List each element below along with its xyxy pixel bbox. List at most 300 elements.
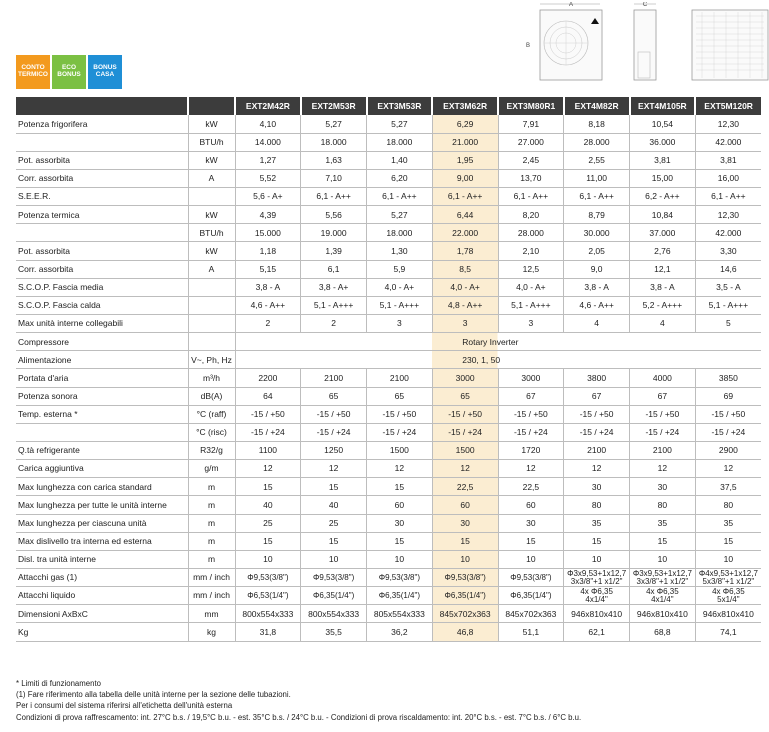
- value-cell: 4: [564, 315, 630, 333]
- value-cell: 2,05: [564, 242, 630, 260]
- row-label: Pot. assorbita: [16, 151, 188, 169]
- value-cell: 1500: [432, 442, 498, 460]
- value-cell: 10,54: [630, 115, 696, 133]
- row-unit: m³/h: [188, 369, 235, 387]
- value-cell: 4,0 - A+: [367, 278, 433, 296]
- row-label: Max dislivello tra interna ed esterna: [16, 532, 188, 550]
- value-cell: 46,8: [432, 623, 498, 641]
- value-cell: -15 / +50: [695, 405, 761, 423]
- value-cell: 67: [564, 387, 630, 405]
- value-cell: 3800: [564, 369, 630, 387]
- table-row: [16, 115, 761, 133]
- value-cell: 2,76: [630, 242, 696, 260]
- value-cell: 3,8 - A: [235, 278, 301, 296]
- value-cell: 13,70: [498, 169, 564, 187]
- value-cell: 5,52: [235, 169, 301, 187]
- value-cell: 946x810x410: [564, 605, 630, 623]
- value-cell: 21.000: [432, 133, 498, 151]
- row-label: Disl. tra unità interne: [16, 550, 188, 568]
- footnotes: [16, 678, 581, 723]
- value-cell: 1,27: [235, 151, 301, 169]
- value-cell: 6,1 - A++: [695, 188, 761, 206]
- table-row: [16, 151, 761, 169]
- value-cell: 3000: [432, 369, 498, 387]
- value-cell: -15 / +50: [301, 405, 367, 423]
- value-cell: 62,1: [564, 623, 630, 641]
- value-cell: 6,1 - A++: [367, 188, 433, 206]
- model-header: EXT4M82R: [564, 97, 630, 115]
- header-unit-cell: [188, 97, 235, 115]
- row-unit: [188, 278, 235, 296]
- value-cell: 28.000: [564, 133, 630, 151]
- value-cell: 40: [235, 496, 301, 514]
- value-cell: 42.000: [695, 224, 761, 242]
- footnote-line: (1) Fare riferimento alla tabella delle unità interne per la sezione delle tubazioni.: [16, 690, 291, 700]
- model-header: EXT4M105R: [630, 97, 696, 115]
- row-unit: mm: [188, 605, 235, 623]
- row-unit: mm / inch: [188, 569, 235, 587]
- row-unit: kW: [188, 242, 235, 260]
- value-cell: 7,10: [301, 169, 367, 187]
- value-cell: Φ3x9,53+1x12,7 3x3/8"+1 x1/2": [564, 569, 630, 587]
- value-cell: 12: [695, 460, 761, 478]
- value-cell: 12,5: [498, 260, 564, 278]
- row-unit: mm / inch: [188, 587, 235, 605]
- row-label: [16, 133, 188, 151]
- value-cell: 4,39: [235, 206, 301, 224]
- value-cell: 5,15: [235, 260, 301, 278]
- row-unit: BTU/h: [188, 133, 235, 151]
- row-unit: kg: [188, 623, 235, 641]
- table-row: [16, 369, 761, 387]
- table-row: [16, 315, 761, 333]
- row-unit: °C (raff): [188, 405, 235, 423]
- value-cell: 8,79: [564, 206, 630, 224]
- value-cell: 15: [301, 532, 367, 550]
- value-cell: 15.000: [235, 224, 301, 242]
- row-label: Q.tà refrigerante: [16, 442, 188, 460]
- value-cell: 36.000: [630, 133, 696, 151]
- value-cell: 18.000: [367, 133, 433, 151]
- value-cell: 22.000: [432, 224, 498, 242]
- value-cell: 10: [498, 550, 564, 568]
- value-cell: 6,1 - A++: [564, 188, 630, 206]
- row-unit: m: [188, 478, 235, 496]
- value-cell: Φ9,53(3/8"): [301, 569, 367, 587]
- value-cell: -15 / +24: [564, 423, 630, 441]
- row-label: Potenza termica: [16, 206, 188, 224]
- value-cell: 10: [695, 550, 761, 568]
- row-unit: R32/g: [188, 442, 235, 460]
- value-cell: 4: [630, 315, 696, 333]
- row-label: [16, 423, 188, 441]
- spec-table: [16, 97, 761, 642]
- value-cell: 10: [235, 550, 301, 568]
- value-cell: 10: [367, 550, 433, 568]
- value-cell: 2100: [630, 442, 696, 460]
- value-cell: 845x702x363: [498, 605, 564, 623]
- table-row: [16, 260, 761, 278]
- value-cell: 80: [564, 496, 630, 514]
- value-cell: 30: [630, 478, 696, 496]
- value-cell: 3,30: [695, 242, 761, 260]
- table-row: [16, 478, 761, 496]
- row-unit: dB(A): [188, 387, 235, 405]
- row-label: Portata d'aria: [16, 369, 188, 387]
- value-cell: 4x Φ6,35 5x1/4": [695, 587, 761, 605]
- value-cell: 1,78: [432, 242, 498, 260]
- row-label: Compressore: [16, 333, 188, 351]
- incentive-badge: CONTO TERMICO: [16, 55, 50, 89]
- front-view-drawing: [526, 2, 602, 80]
- model-header: EXT2M42R: [235, 97, 301, 115]
- row-label: Corr. assorbita: [16, 169, 188, 187]
- span-pad: [235, 333, 432, 351]
- value-cell: Φ6,35(1/4"): [498, 587, 564, 605]
- value-cell: 2100: [301, 369, 367, 387]
- model-header: EXT2M53R: [301, 97, 367, 115]
- spanned-value: 230, 1, 50: [432, 351, 761, 369]
- value-cell: -15 / +50: [367, 405, 433, 423]
- value-cell: 35,5: [301, 623, 367, 641]
- value-cell: 67: [630, 387, 696, 405]
- dim-a-label: A: [568, 2, 574, 8]
- value-cell: 3,8 - A: [630, 278, 696, 296]
- value-cell: 6,1 - A++: [498, 188, 564, 206]
- value-cell: 30: [432, 514, 498, 532]
- value-cell: 1,63: [301, 151, 367, 169]
- value-cell: Φ6,35(1/4"): [301, 587, 367, 605]
- value-cell: 10,84: [630, 206, 696, 224]
- value-cell: 25: [301, 514, 367, 532]
- row-unit: A: [188, 169, 235, 187]
- value-cell: 60: [498, 496, 564, 514]
- value-cell: 3: [367, 315, 433, 333]
- value-cell: 2,10: [498, 242, 564, 260]
- value-cell: 15: [367, 478, 433, 496]
- dim-b-label: B: [526, 43, 531, 49]
- value-cell: 2200: [235, 369, 301, 387]
- value-cell: 27.000: [498, 133, 564, 151]
- value-cell: 12: [235, 460, 301, 478]
- value-cell: 35: [630, 514, 696, 532]
- value-cell: -15 / +50: [498, 405, 564, 423]
- row-unit: m: [188, 550, 235, 568]
- value-cell: 15,00: [630, 169, 696, 187]
- table-row: [16, 405, 761, 423]
- value-cell: 5,1 - A+++: [498, 296, 564, 314]
- table-row: [16, 569, 761, 587]
- value-cell: 65: [432, 387, 498, 405]
- value-cell: 1500: [367, 442, 433, 460]
- value-cell: 5,9: [367, 260, 433, 278]
- row-label: Pot. assorbita: [16, 242, 188, 260]
- value-cell: Φ3x9,53+1x12,7 3x3/8"+1 x1/2": [630, 569, 696, 587]
- row-unit: m: [188, 514, 235, 532]
- value-cell: 15: [498, 532, 564, 550]
- row-label: S.C.O.P. Fascia calda: [16, 296, 188, 314]
- value-cell: 12,30: [695, 206, 761, 224]
- value-cell: 3,8 - A: [564, 278, 630, 296]
- value-cell: 74,1: [695, 623, 761, 641]
- table-row: [16, 133, 761, 151]
- value-cell: 7,91: [498, 115, 564, 133]
- value-cell: 4,0 - A+: [498, 278, 564, 296]
- value-cell: 18.000: [367, 224, 433, 242]
- value-cell: 2: [235, 315, 301, 333]
- value-cell: 60: [432, 496, 498, 514]
- model-header: EXT3M62R: [432, 97, 498, 115]
- value-cell: Φ6,35(1/4"): [367, 587, 433, 605]
- value-cell: 12: [432, 460, 498, 478]
- value-cell: 51,1: [498, 623, 564, 641]
- value-cell: 1,40: [367, 151, 433, 169]
- value-cell: 5,6 - A+: [235, 188, 301, 206]
- row-unit: m: [188, 532, 235, 550]
- table-row: [16, 550, 761, 568]
- row-label: Dimensioni AxBxC: [16, 605, 188, 623]
- value-cell: 14.000: [235, 133, 301, 151]
- value-cell: 6,1: [301, 260, 367, 278]
- value-cell: 2: [301, 315, 367, 333]
- value-cell: 1100: [235, 442, 301, 460]
- footnote-line: * Limiti di funzionamento: [16, 679, 101, 688]
- value-cell: 15: [235, 478, 301, 496]
- value-cell: 6,1 - A++: [432, 188, 498, 206]
- table-row: [16, 460, 761, 478]
- value-cell: 64: [235, 387, 301, 405]
- row-label: Carica aggiuntiva: [16, 460, 188, 478]
- value-cell: 2,55: [564, 151, 630, 169]
- value-cell: 12: [301, 460, 367, 478]
- value-cell: 946x810x410: [630, 605, 696, 623]
- value-cell: 60: [367, 496, 433, 514]
- value-cell: 4,10: [235, 115, 301, 133]
- value-cell: 9,00: [432, 169, 498, 187]
- value-cell: Φ6,53(1/4"): [235, 587, 301, 605]
- value-cell: Φ9,53(3/8"): [498, 569, 564, 587]
- row-unit: [188, 315, 235, 333]
- value-cell: 8,20: [498, 206, 564, 224]
- side-view-drawing: [634, 2, 656, 80]
- value-cell: 11,00: [564, 169, 630, 187]
- outdoor-unit-drawings: [520, 2, 769, 92]
- row-unit: kW: [188, 115, 235, 133]
- value-cell: 25: [235, 514, 301, 532]
- value-cell: 1720: [498, 442, 564, 460]
- value-cell: 800x554x333: [301, 605, 367, 623]
- value-cell: 3,81: [630, 151, 696, 169]
- table-row: [16, 387, 761, 405]
- value-cell: 5,27: [367, 206, 433, 224]
- value-cell: 30: [498, 514, 564, 532]
- value-cell: Φ9,53(3/8"): [432, 569, 498, 587]
- value-cell: 15: [695, 532, 761, 550]
- row-label: [16, 224, 188, 242]
- value-cell: 5,27: [301, 115, 367, 133]
- value-cell: 12,1: [630, 260, 696, 278]
- value-cell: 40: [301, 496, 367, 514]
- value-cell: 12,30: [695, 115, 761, 133]
- value-cell: 12: [630, 460, 696, 478]
- value-cell: 3850: [695, 369, 761, 387]
- table-row: [16, 514, 761, 532]
- table-row: [16, 278, 761, 296]
- dim-c-label: C: [642, 2, 648, 8]
- value-cell: 6,44: [432, 206, 498, 224]
- row-label: Alimentazione: [16, 351, 188, 369]
- value-cell: -15 / +24: [630, 423, 696, 441]
- value-cell: 5: [695, 315, 761, 333]
- value-cell: 2100: [367, 369, 433, 387]
- incentive-badge: BONUS CASA: [88, 55, 122, 89]
- row-unit: m: [188, 496, 235, 514]
- value-cell: 5,1 - A+++: [301, 296, 367, 314]
- value-cell: 37.000: [630, 224, 696, 242]
- row-label: Max lunghezza per ciascuna unità: [16, 514, 188, 532]
- table-row: [16, 224, 761, 242]
- value-cell: 12: [564, 460, 630, 478]
- span-pad: [235, 351, 432, 369]
- value-cell: 15: [432, 532, 498, 550]
- value-cell: 10: [301, 550, 367, 568]
- footnote-line: Condizioni di prova raffrescamento: int. 27°C b.s. / 19,5°C b.u. - est. 35°C b.s. / 24°C b.u. - Condizioni di prova riscaldamento: int. 20°C b.s. - est. 7°C b.s. / 6°C b.u.: [16, 712, 582, 722]
- value-cell: 10: [564, 550, 630, 568]
- value-cell: 19.000: [301, 224, 367, 242]
- value-cell: 2900: [695, 442, 761, 460]
- value-cell: 30.000: [564, 224, 630, 242]
- table-row: [16, 206, 761, 224]
- value-cell: -15 / +24: [367, 423, 433, 441]
- value-cell: 15: [235, 532, 301, 550]
- value-cell: 2100: [564, 442, 630, 460]
- row-label: Max lunghezza per tutte le unità interne: [16, 496, 188, 514]
- value-cell: -15 / +24: [235, 423, 301, 441]
- model-header: EXT3M53R: [367, 97, 433, 115]
- value-cell: 5,2 - A+++: [630, 296, 696, 314]
- value-cell: 15: [630, 532, 696, 550]
- top-view-drawing: [692, 10, 768, 80]
- value-cell: -15 / +50: [630, 405, 696, 423]
- value-cell: 69: [695, 387, 761, 405]
- value-cell: -15 / +50: [432, 405, 498, 423]
- row-label: Max unità interne collegabili: [16, 315, 188, 333]
- value-cell: 4x Φ6,35 4x1/4": [630, 587, 696, 605]
- table-row: [16, 587, 761, 605]
- row-label: Attacchi gas (1): [16, 569, 188, 587]
- value-cell: 1,30: [367, 242, 433, 260]
- table-row: [16, 442, 761, 460]
- row-unit: kW: [188, 151, 235, 169]
- table-row: [16, 351, 761, 369]
- value-cell: 14,6: [695, 260, 761, 278]
- value-cell: 80: [695, 496, 761, 514]
- table-row: [16, 496, 761, 514]
- value-cell: 15: [564, 532, 630, 550]
- value-cell: 3: [498, 315, 564, 333]
- value-cell: 22,5: [498, 478, 564, 496]
- value-cell: Φ9,53(3/8"): [367, 569, 433, 587]
- value-cell: 6,20: [367, 169, 433, 187]
- row-label: S.C.O.P. Fascia media: [16, 278, 188, 296]
- value-cell: 6,2 - A++: [630, 188, 696, 206]
- value-cell: 35: [695, 514, 761, 532]
- table-row: [16, 242, 761, 260]
- table-row: [16, 169, 761, 187]
- value-cell: -15 / +24: [432, 423, 498, 441]
- model-header: EXT5M120R: [695, 97, 761, 115]
- value-cell: 3000: [498, 369, 564, 387]
- value-cell: 1,39: [301, 242, 367, 260]
- table-row: [16, 423, 761, 441]
- row-label: S.E.E.R.: [16, 188, 188, 206]
- value-cell: 36,2: [367, 623, 433, 641]
- row-unit: A: [188, 260, 235, 278]
- header-label-cell: [16, 97, 188, 115]
- value-cell: 30: [367, 514, 433, 532]
- value-cell: 5,1 - A+++: [695, 296, 761, 314]
- row-unit: [188, 333, 235, 351]
- value-cell: 4,6 - A++: [235, 296, 301, 314]
- value-cell: 18.000: [301, 133, 367, 151]
- value-cell: -15 / +50: [564, 405, 630, 423]
- value-cell: 67: [498, 387, 564, 405]
- row-unit: V~, Ph, Hz: [188, 351, 235, 369]
- value-cell: 31,8: [235, 623, 301, 641]
- value-cell: 805x554x333: [367, 605, 433, 623]
- value-cell: 845x702x363: [432, 605, 498, 623]
- value-cell: 4x Φ6,35 4x1/4": [564, 587, 630, 605]
- row-label: Kg: [16, 623, 188, 641]
- incentive-badges: [16, 55, 122, 89]
- model-header: EXT3M80R1: [498, 97, 564, 115]
- value-cell: 28.000: [498, 224, 564, 242]
- value-cell: 6,29: [432, 115, 498, 133]
- value-cell: 8,5: [432, 260, 498, 278]
- value-cell: 68,8: [630, 623, 696, 641]
- value-cell: 35: [564, 514, 630, 532]
- value-cell: 65: [367, 387, 433, 405]
- value-cell: 10: [432, 550, 498, 568]
- value-cell: 42.000: [695, 133, 761, 151]
- value-cell: 2,45: [498, 151, 564, 169]
- value-cell: 800x554x333: [235, 605, 301, 623]
- value-cell: 1250: [301, 442, 367, 460]
- value-cell: 4,6 - A++: [564, 296, 630, 314]
- value-cell: -15 / +24: [695, 423, 761, 441]
- value-cell: 5,1 - A+++: [367, 296, 433, 314]
- row-label: Max lunghezza con carica standard: [16, 478, 188, 496]
- row-label: Corr. assorbita: [16, 260, 188, 278]
- row-unit: BTU/h: [188, 224, 235, 242]
- value-cell: 5,27: [367, 115, 433, 133]
- row-label: Attacchi liquido: [16, 587, 188, 605]
- value-cell: 10: [630, 550, 696, 568]
- value-cell: Φ9,53(3/8"): [235, 569, 301, 587]
- value-cell: 5,56: [301, 206, 367, 224]
- value-cell: 37,5: [695, 478, 761, 496]
- value-cell: Φ6,35(1/4"): [432, 587, 498, 605]
- value-cell: 15: [301, 478, 367, 496]
- value-cell: 4000: [630, 369, 696, 387]
- row-label: Potenza sonora: [16, 387, 188, 405]
- value-cell: 1,95: [432, 151, 498, 169]
- table-row: [16, 623, 761, 641]
- value-cell: 4,8 - A++: [432, 296, 498, 314]
- value-cell: 8,18: [564, 115, 630, 133]
- table-row: [16, 296, 761, 314]
- value-cell: 1,18: [235, 242, 301, 260]
